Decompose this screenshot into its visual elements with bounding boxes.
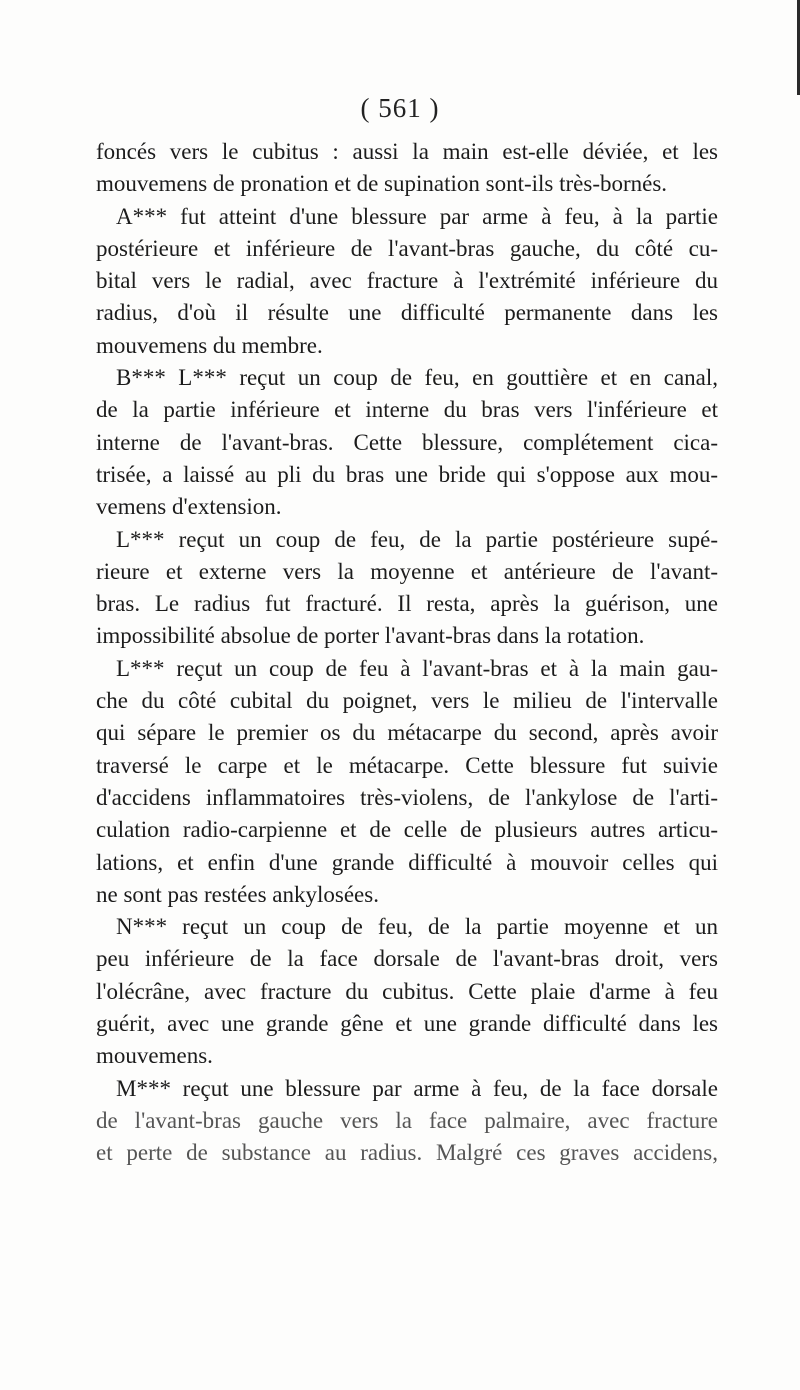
text-line: foncés vers le cubitus : aussi la main est-elle déviée, et les xyxy=(96,139,718,164)
text-line: d'accidens inflammatoires très-violens, de l'ankylose de l'arti- xyxy=(96,784,718,810)
text-line: B*** L*** reçut un coup de feu, en gouttière et en canal, xyxy=(116,365,718,391)
text-line: postérieure et inférieure de l'avant-bras gauche, du côté cu- xyxy=(96,235,718,261)
text-line: lations, et enfin d'une grande difficulté à mouvoir celles qui xyxy=(96,849,718,875)
page-number: ( 561 ) xyxy=(360,93,440,123)
text-line: l'olécrâne, avec fracture du cubitus. Cette plaie d'arme à feu xyxy=(96,978,718,1004)
text-line: L*** reçut un coup de feu à l'avant-bras et à la main gau- xyxy=(116,655,718,681)
text-line: radius, d'où il résulte une difficulté permanente dans les xyxy=(96,300,718,326)
text-line: L*** reçut un coup de feu, de la partie postérieure supé- xyxy=(116,526,718,552)
text-line: trisée, a laissé au pli du bras une bride qui s'oppose aux mou- xyxy=(96,461,718,487)
text-line: de l'avant-bras gauche vers la face palmaire, avec fracture xyxy=(96,1107,718,1133)
text-line: interne de l'avant-bras. Cette blessure, complétement cica- xyxy=(96,429,718,455)
text-line: che du côté cubital du poignet, vers le milieu de l'intervalle xyxy=(96,688,718,714)
text-line: mouvemens de pronation et de supination sont-ils très-bornés. xyxy=(96,171,668,197)
text-line: culation radio-carpienne et de celle de plusieurs autres articu- xyxy=(96,817,718,843)
text-line: qui sépare le premier os du métacarpe du second, après avoir xyxy=(96,720,718,746)
text-line: ne sont pas restées ankylosées. xyxy=(96,881,379,907)
text-line: mouvemens. xyxy=(96,1043,213,1069)
text-line: A*** fut atteint d'une blessure par arme à feu, à la partie xyxy=(116,203,718,229)
text-line: peu inférieure de la face dorsale de l'avant-bras droit, vers xyxy=(96,946,718,972)
text-line: bital vers le radial, avec fracture à l'extrémité inférieure du xyxy=(96,268,718,294)
text-line: M*** reçut une blessure par arme à feu, de la face dorsale xyxy=(116,1075,718,1101)
text-line: rieure et externe vers la moyenne et antérieure de l'avant- xyxy=(96,558,718,584)
text-line: de la partie inférieure et interne du bras vers l'inférieure et xyxy=(96,397,718,423)
text-line: et perte de substance au radius. Malgré ces graves accidens, xyxy=(96,1140,718,1166)
text-line: mouvemens du membre. xyxy=(96,332,323,358)
text-line: guérit, avec une grande gêne et une grande difficulté dans les xyxy=(96,1011,718,1037)
text-line: bras. Le radius fut fracturé. Il resta, après la guérison, une xyxy=(96,591,718,617)
text-line: N*** reçut un coup de feu, de la partie moyenne et un xyxy=(116,914,718,940)
text-line: vemens d'extension. xyxy=(96,494,282,520)
body-text xyxy=(96,136,718,1170)
text-line: impossibilité absolue de porter l'avant-bras dans la rotation. xyxy=(96,623,645,649)
text-line: traversé le carpe et le métacarpe. Cette blessure fut suivie xyxy=(96,752,718,778)
